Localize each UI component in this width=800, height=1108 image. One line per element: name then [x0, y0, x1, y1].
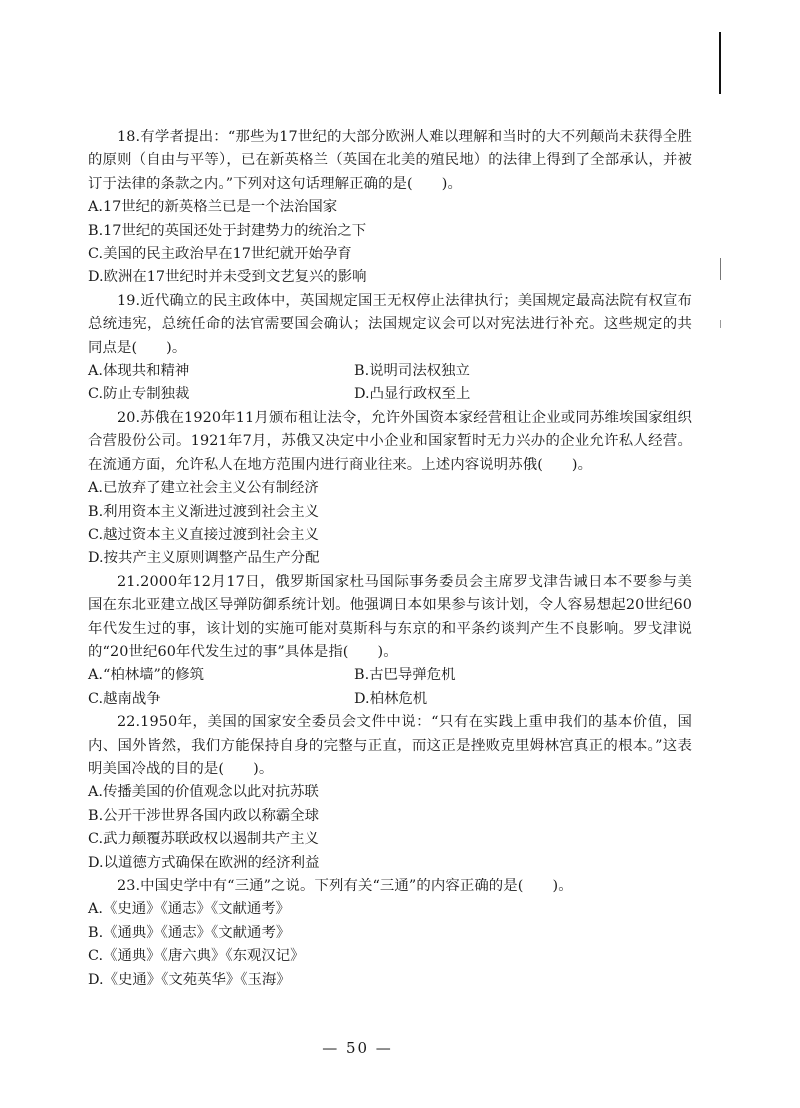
question-stem: 19.近代确立的民主政体中，英国规定国王无权停止法律执行；美国规定最高法院有权宣布总统违宪，总统任命的法官需要国会确认；法国规定议会可以对宪法进行补充。这些规定的共同点是( )。	[88, 292, 692, 356]
option-c: C.防止专制独裁	[88, 386, 190, 403]
question-23	[88, 875, 692, 992]
question-stem: 18.有学者提出：“那些为17世纪的大部分欧洲人难以理解和当时的大不列颠尚未获得全胜的原则（自由与平等），已在新英格兰（英国在北美的殖民地）的法律上得到了全部承认，并被订于法律的条款之内。”下列对这句话理解正确的是( )。	[88, 129, 692, 192]
option-b: B.利用资本主义渐进过渡到社会主义	[88, 503, 320, 520]
question-18	[88, 126, 692, 290]
question-19	[88, 290, 692, 407]
question-20	[88, 407, 692, 571]
option-d: D.凸显行政权至上	[354, 386, 471, 403]
option-a: A.已放弃了建立社会主义公有制经济	[88, 480, 319, 497]
option-c: C.美国的民主政治早在17世纪就开始孕育	[88, 246, 352, 263]
option-d: D.欧洲在17世纪时并未受到文艺复兴的影响	[88, 269, 367, 286]
option-d: D.《史通》《文苑英华》《玉海》	[88, 971, 291, 988]
question-stem: 23.中国史学中有“三通”之说。下列有关“三通”的内容正确的是( )。	[117, 878, 573, 894]
option-a: A.“柏林墙”的修筑	[88, 667, 205, 684]
option-d: D.按共产主义原则调整产品生产分配	[88, 550, 320, 567]
scan-edge-mark	[720, 320, 721, 328]
option-list	[88, 664, 692, 711]
option-c: C.越南战争	[88, 690, 161, 707]
question-list	[88, 126, 692, 992]
scan-edge-mark	[719, 32, 721, 94]
question-22	[88, 711, 692, 875]
question-stem: 22.1950年，美国的国家安全委员会文件中说：“只有在实践上重申我们的基本价值，国内、国外皆然，我们方能保持自身的完整与正直，而这正是挫败克里姆林宫真正的根本。”这表明美国冷战的目的是( )。	[88, 714, 692, 777]
option-a: A.17世纪的新英格兰已是一个法治国家	[88, 199, 338, 216]
option-list	[88, 477, 692, 571]
option-b: B.《通典》《通志》《文献通考》	[88, 924, 291, 941]
option-a: A.传播美国的价值观念以此对抗苏联	[88, 784, 319, 801]
question-21	[88, 571, 692, 711]
option-d: D.柏林危机	[354, 690, 428, 707]
option-c: C.越过资本主义直接过渡到社会主义	[88, 526, 319, 543]
option-c: C.武力颠覆苏联政权以遏制共产主义	[88, 831, 319, 848]
option-a: A.体现共和精神	[88, 363, 190, 380]
option-c: C.《通典》《唐六典》《东观汉记》	[88, 948, 305, 965]
option-b: B.说明司法权独立	[354, 363, 470, 380]
option-a: A.《史通》《通志》《文献通考》	[88, 901, 291, 918]
question-stem: 21.2000年12月17日，俄罗斯国家杜马国际事务委员会主席罗戈津告诫日本不要参与美国在东北亚建立战区导弹防御系统计划。他强调日本如果参与该计划，令人容易想起20世纪60年代发生过的事，该计划的实施可能对莫斯科与东京的和平条约谈判产生不良影响。罗戈津说的“20世纪60年代发生过的事”具体是指( )。	[88, 573, 692, 660]
option-list	[88, 898, 692, 992]
option-b: B.公开干涉世界各国内政以称霸全球	[88, 807, 320, 824]
page-number: — 50 —	[322, 1039, 393, 1057]
option-list	[88, 781, 692, 875]
option-b: B.古巴导弹危机	[354, 667, 456, 684]
option-list	[88, 360, 692, 407]
option-list	[88, 196, 692, 290]
question-stem: 20.苏俄在1920年11月颁布租让法令，允许外国资本家经营租让企业或同苏维埃国家组织合营股份公司。1921年7月，苏俄又决定中小企业和国家暂时无力兴办的企业允许私人经营。在流通方面，允许私人在地方范围内进行商业往来。上述内容说明苏俄( )。	[88, 409, 692, 473]
option-b: B.17世纪的英国还处于封建势力的统治之下	[88, 222, 367, 239]
scan-edge-mark	[720, 258, 721, 280]
option-d: D.以道德方式确保在欧洲的经济利益	[88, 854, 320, 871]
